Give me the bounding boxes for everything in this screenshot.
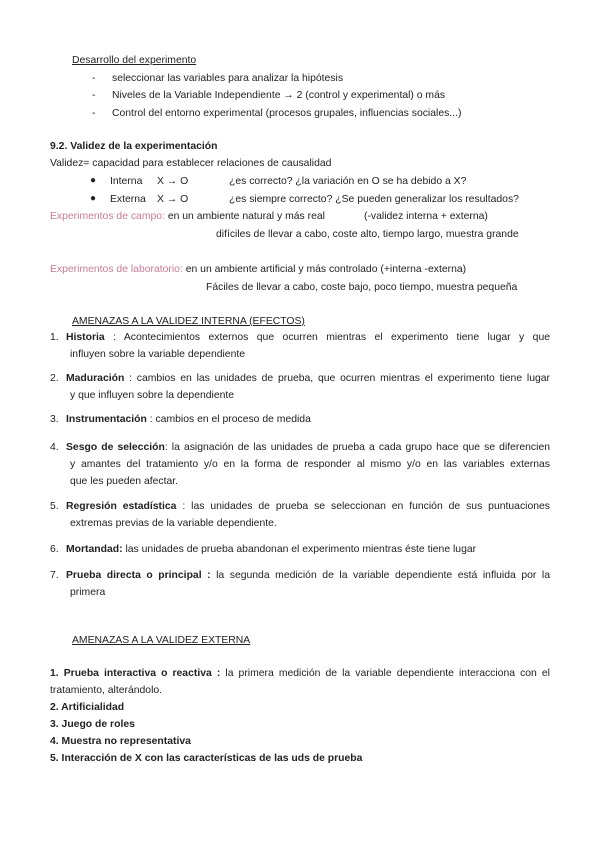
internal-item-1-text: : Acontecimientos externos que ocurren mientras el experimento tiene lugar y que	[104, 332, 550, 343]
internal-item-6-line1	[66, 543, 476, 556]
field-experiments-label: Experimentos de campo:	[50, 211, 165, 222]
internal-item-3-text: : cambios en el proceso de medida	[146, 414, 311, 425]
dash-marker: -	[92, 73, 96, 84]
dash-marker: -	[92, 108, 96, 119]
dev-heading: Desarrollo del experimento	[72, 55, 197, 66]
internal-item-4-text: : la asignación de las unidades de prueba a cada grupo hace que se diferencien	[164, 442, 550, 453]
dash-marker: -	[92, 90, 96, 101]
external-item-1-text: la primera medición de la variable dependiente interacciona con el	[220, 668, 550, 679]
internal-item-number: 5.	[50, 501, 59, 512]
section-title: 9.2. Validez de la experimentación	[50, 141, 218, 152]
internal-item-7-line2: primera	[70, 587, 106, 598]
external-threats-heading: AMENAZAS A LA VALIDEZ EXTERNA	[72, 635, 251, 646]
internal-item-number: 3.	[50, 414, 59, 425]
field-experiments-line2: difíciles de llevar a cabo, coste alto, tiempo largo, muestra grande	[216, 229, 519, 240]
lab-experiments-line	[50, 263, 466, 276]
lab-experiments-text: en un ambiente artificial y más controlado (+interna -externa)	[185, 264, 467, 275]
bullet-icon: ●	[90, 193, 97, 204]
internal-item-7-text: la segunda medición de la variable dependiente está influida por la	[210, 570, 550, 581]
internal-item-2-line1	[66, 372, 550, 385]
internal-item-4-line3: que les pueden afectar.	[70, 476, 179, 487]
field-experiments-note: (-validez interna + externa)	[364, 211, 488, 222]
validity-type-external: Externa	[110, 194, 146, 205]
internal-item-number: 2.	[50, 373, 59, 384]
internal-item-number: 7.	[50, 570, 59, 581]
validity-question-external: ¿es siempre correcto? ¿Se pueden generalizar los resultados?	[229, 194, 519, 205]
internal-item-4-line1	[66, 441, 550, 454]
validity-relation-external: X → O	[157, 194, 189, 205]
internal-item-1-line2: influyen sobre la variable dependiente	[70, 349, 246, 360]
external-item-1-line1	[50, 667, 550, 680]
lab-experiments-line2: Fáciles de llevar a cabo, coste bajo, poco tiempo, muestra pequeña	[206, 282, 518, 293]
dev-item-1: seleccionar las variables para analizar la hipótesis	[112, 73, 344, 84]
internal-item-4-term: Sesgo de selección	[66, 442, 165, 453]
field-experiments-text: en un ambiente natural y más real	[167, 211, 325, 222]
internal-item-number: 4.	[50, 442, 59, 453]
internal-item-7-term: Prueba directa o principal :	[66, 570, 211, 581]
validity-type-internal: Interna	[110, 176, 143, 187]
internal-item-2-line2: y que influyen sobre la dependiente	[70, 390, 235, 401]
internal-item-4-line2: y amantes del tratamiento y/o en la forma de responder al mismo y/o en las variables externas	[70, 459, 550, 470]
validity-question-internal: ¿es correcto? ¿la variación en O se ha debido a X?	[229, 176, 467, 187]
external-item-5: 5. Interacción de X con las características de las uds de prueba	[50, 753, 363, 764]
internal-item-2-text: : cambios en las unidades de prueba, que ocurren mientras el experimento tiene lugar	[124, 373, 550, 384]
internal-item-5-term: Regresión estadística	[66, 501, 177, 512]
internal-item-2-term: Maduración	[66, 373, 125, 384]
internal-item-3-term: Instrumentación	[66, 414, 147, 425]
internal-item-1-line1	[66, 331, 550, 344]
dev-item-2: Niveles de la Variable Independiente → 2 (control y experimental) o más	[112, 90, 446, 101]
validity-definition: Validez= capacidad para establecer relaciones de causalidad	[50, 158, 332, 169]
internal-item-7-line1	[66, 569, 550, 582]
internal-item-number: 6.	[50, 544, 59, 555]
internal-item-number: 1.	[50, 332, 59, 343]
internal-threats-heading: AMENAZAS A LA VALIDEZ INTERNA (EFECTOS)	[72, 316, 305, 327]
internal-item-1-term: Historia	[66, 332, 105, 343]
internal-item-6-text: las unidades de prueba abandonan el experimento mientras éste tiene lugar	[122, 544, 477, 555]
internal-item-6-term: Mortandad:	[66, 544, 123, 555]
external-item-4: 4. Muestra no representativa	[50, 736, 191, 747]
internal-item-5-line2: extremas previas de la variable dependiente.	[70, 518, 277, 529]
bullet-icon: ●	[90, 175, 97, 186]
internal-item-5-text: : las unidades de prueba se seleccionan en función de sus puntuaciones	[176, 501, 550, 512]
lab-experiments-label: Experimentos de laboratorio:	[50, 264, 183, 275]
internal-item-5-line1	[66, 500, 550, 513]
external-item-1-term: 1. Prueba interactiva o reactiva :	[50, 668, 221, 679]
dev-item-3: Control del entorno experimental (procesos grupales, influencias sociales...)	[112, 108, 462, 119]
external-item-1-line2: tratamiento, alterándolo.	[50, 685, 163, 696]
validity-relation-internal: X → O	[157, 176, 189, 187]
external-item-3: 3. Juego de roles	[50, 719, 135, 730]
field-experiments-line	[50, 210, 325, 223]
external-item-2: 2. Artificialidad	[50, 702, 125, 713]
internal-item-3-line1	[66, 413, 311, 426]
